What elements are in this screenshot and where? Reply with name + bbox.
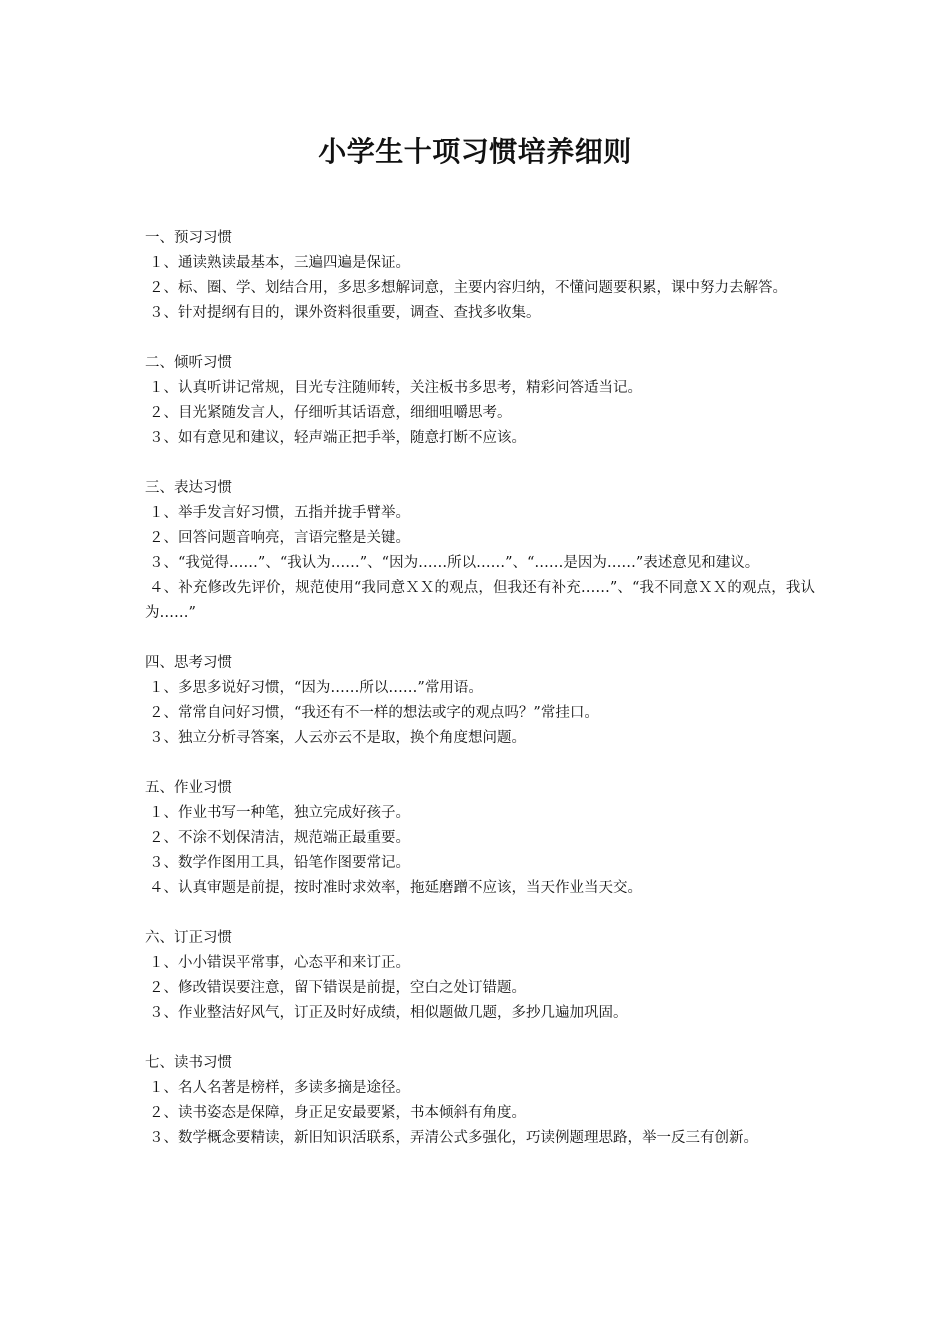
section xyxy=(145,1051,815,1151)
list-item: ２、回答问题音响亮，言语完整是关键。 xyxy=(149,530,410,546)
section-heading: 六、订正习惯 xyxy=(145,930,232,946)
list-item: １、举手发言好习惯，五指并拢手臂举。 xyxy=(149,505,410,521)
list-item: １、小小错误平常事，心态平和来订正。 xyxy=(149,955,410,971)
section xyxy=(145,926,815,1026)
section xyxy=(145,226,815,326)
section-heading: 一、预习习惯 xyxy=(145,230,232,246)
list-item: ３、作业整洁好风气，订正及时好成绩，相似题做几题，多抄几遍加巩固。 xyxy=(149,1005,628,1021)
section-heading: 二、倾听习惯 xyxy=(145,355,232,371)
section-heading: 五、作业习惯 xyxy=(145,780,232,796)
section-heading: 四、思考习惯 xyxy=(145,655,232,671)
list-item: ３、如有意见和建议，轻声端正把手举，随意打断不应该。 xyxy=(149,430,526,446)
section xyxy=(145,651,815,751)
list-item: ３、独立分析寻答案，人云亦云不是取，换个角度想问题。 xyxy=(149,730,526,746)
list-item: １、作业书写一种笔，独立完成好孩子。 xyxy=(149,805,410,821)
list-item: ３、针对提纲有目的，课外资料很重要，调查、查找多收集。 xyxy=(149,305,541,321)
section xyxy=(145,476,815,626)
section xyxy=(145,776,815,901)
list-item: ４、补充修改先评价，规范使用“我同意ＸＸ的观点，但我还有补充……”、“我不同意ＸＸ的观点，我认为……” xyxy=(145,580,815,621)
section xyxy=(145,351,815,451)
list-item: ３、“我觉得……”、“我认为……”、“因为……所以……”、“……是因为……”表述意见和建议。 xyxy=(149,555,760,571)
list-item: ２、读书姿态是保障，身正足安最要紧，书本倾斜有角度。 xyxy=(149,1105,526,1121)
section-heading: 三、表达习惯 xyxy=(145,480,232,496)
list-item: １、通读熟读最基本，三遍四遍是保证。 xyxy=(149,255,410,271)
list-item: １、认真听讲记常规，目光专注随师转，关注板书多思考，精彩问答适当记。 xyxy=(149,380,642,396)
list-item: １、多思多说好习惯，“因为……所以……”常用语。 xyxy=(149,680,483,696)
list-item: ３、数学概念要精读，新旧知识活联系，弄清公式多强化，巧读例题理思路，举一反三有创新。 xyxy=(149,1130,758,1146)
list-item: ２、标、圈、学、划结合用，多思多想解词意，主要内容归纳，不懂问题要积累，课中努力去解答。 xyxy=(149,280,787,296)
document-title: 小学生十项习惯培养细则 xyxy=(318,135,632,168)
list-item: １、名人名著是榜样，多读多摘是途径。 xyxy=(149,1080,410,1096)
list-item: ２、常常自问好习惯，“我还有不一样的想法或字的观点吗？”常挂口。 xyxy=(149,705,599,721)
list-item: ３、数学作图用工具，铅笔作图要常记。 xyxy=(149,855,410,871)
document-body xyxy=(145,226,815,1176)
list-item: ４、认真审题是前提，按时准时求效率，拖延磨蹭不应该，当天作业当天交。 xyxy=(149,880,642,896)
list-item: ２、修改错误要注意，留下错误是前提，空白之处订错题。 xyxy=(149,980,526,996)
list-item: ２、目光紧随发言人，仔细听其话语意，细细咀嚼思考。 xyxy=(149,405,512,421)
section-heading: 七、读书习惯 xyxy=(145,1055,232,1071)
list-item: ２、不涂不划保清洁，规范端正最重要。 xyxy=(149,830,410,846)
